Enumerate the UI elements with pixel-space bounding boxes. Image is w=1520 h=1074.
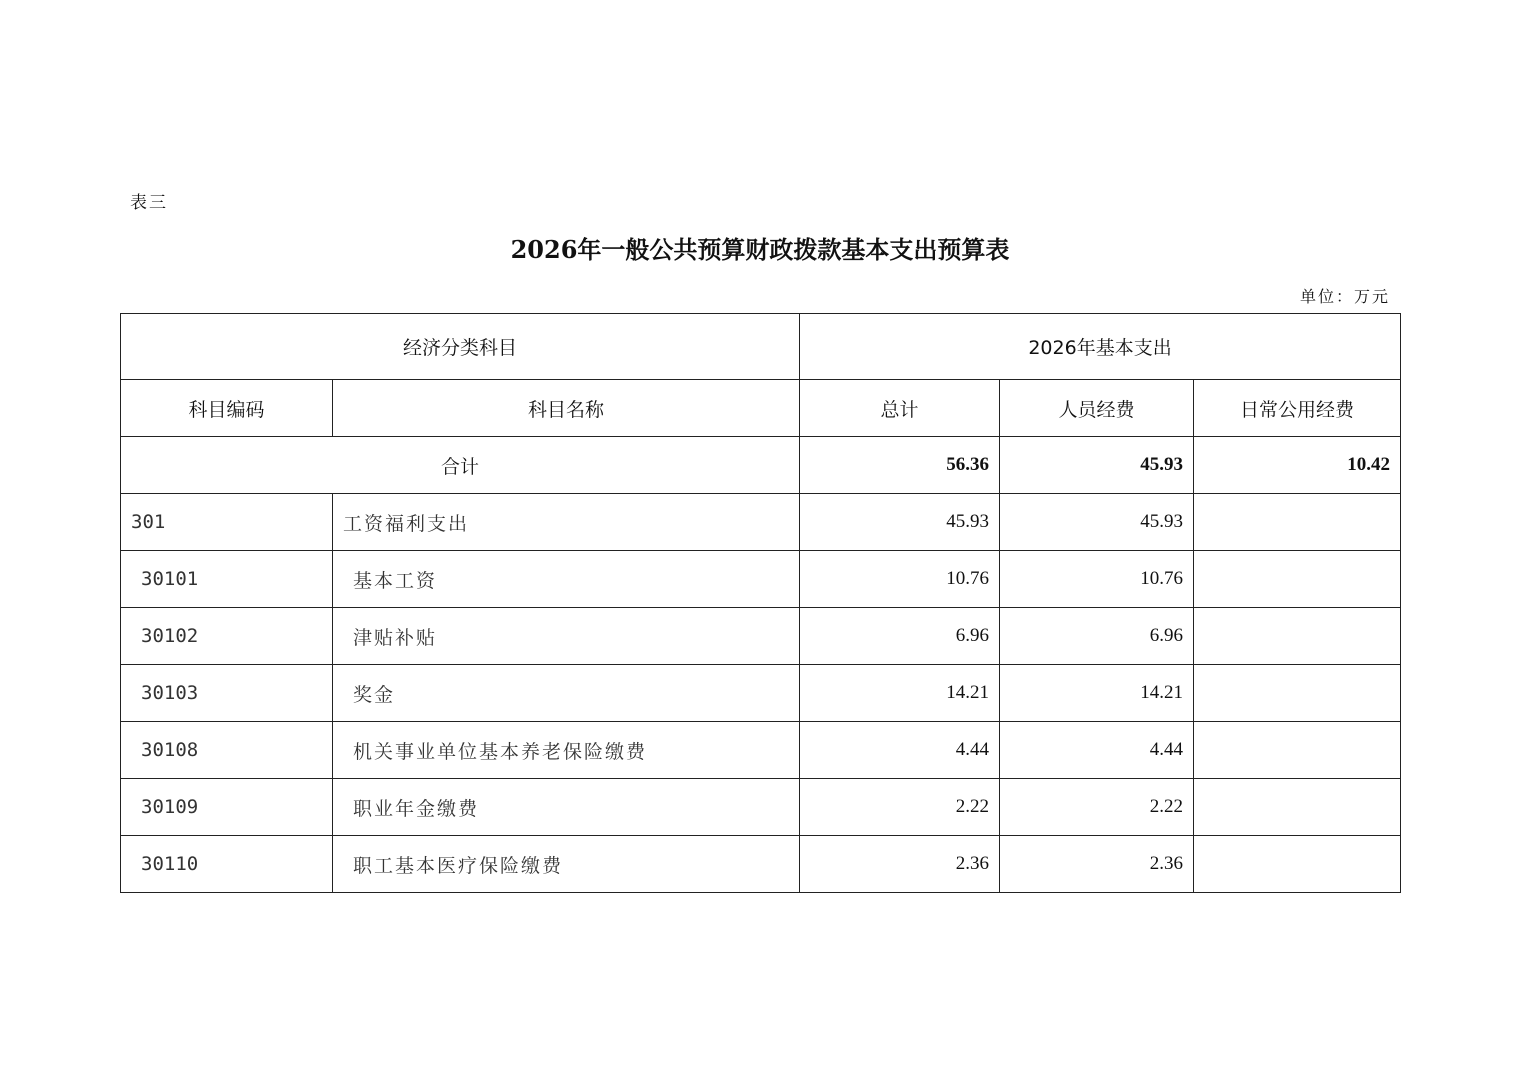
subject-code: 30102 xyxy=(121,608,333,665)
subject-name: 基本工资 xyxy=(333,551,800,608)
subject-code: 30103 xyxy=(121,665,333,722)
row-personnel: 45.93 xyxy=(1000,494,1194,551)
row-personnel: 6.96 xyxy=(1000,608,1194,665)
row-total: 2.36 xyxy=(800,836,1000,893)
header-subject-code: 科目编码 xyxy=(121,380,333,437)
subject-name: 机关事业单位基本养老保险缴费 xyxy=(333,722,800,779)
row-public xyxy=(1194,665,1401,722)
subject-name: 工资福利支出 xyxy=(333,494,800,551)
total-public: 10.42 xyxy=(1194,437,1401,494)
header-total: 总计 xyxy=(800,380,1000,437)
subject-code: 30101 xyxy=(121,551,333,608)
table-row xyxy=(121,665,1401,722)
subject-name: 职业年金缴费 xyxy=(333,779,800,836)
row-personnel: 4.44 xyxy=(1000,722,1194,779)
table-row xyxy=(121,551,1401,608)
table-label: 表三 xyxy=(130,193,168,213)
row-public xyxy=(1194,779,1401,836)
row-total: 2.22 xyxy=(800,779,1000,836)
header-row-group xyxy=(121,314,1401,380)
row-public xyxy=(1194,494,1401,551)
subject-name: 奖金 xyxy=(333,665,800,722)
header-basic-expenditure: 2026年基本支出 xyxy=(800,314,1401,380)
budget-table xyxy=(120,313,1401,893)
row-total: 45.93 xyxy=(800,494,1000,551)
header-row-columns xyxy=(121,380,1401,437)
header-public-cost: 日常公用经费 xyxy=(1194,380,1401,437)
subject-code: 30108 xyxy=(121,722,333,779)
row-personnel: 10.76 xyxy=(1000,551,1194,608)
table-row xyxy=(121,722,1401,779)
header-personnel-cost: 人员经费 xyxy=(1000,380,1194,437)
subject-code: 30110 xyxy=(121,836,333,893)
subject-name: 职工基本医疗保险缴费 xyxy=(333,836,800,893)
header-economic-category: 经济分类科目 xyxy=(121,314,800,380)
table-row xyxy=(121,608,1401,665)
unit-label: 单位：万元 xyxy=(1299,287,1390,306)
header-subject-name: 科目名称 xyxy=(333,380,800,437)
row-total: 10.76 xyxy=(800,551,1000,608)
subject-name: 津贴补贴 xyxy=(333,608,800,665)
subject-code: 301 xyxy=(121,494,333,551)
total-row xyxy=(121,437,1401,494)
table-row xyxy=(121,494,1401,551)
row-personnel: 14.21 xyxy=(1000,665,1194,722)
page-title: 2026年一般公共预算财政拨款基本支出预算表 xyxy=(510,235,1010,264)
row-total: 14.21 xyxy=(800,665,1000,722)
row-personnel: 2.22 xyxy=(1000,779,1194,836)
table-row xyxy=(121,779,1401,836)
subject-code: 30109 xyxy=(121,779,333,836)
table-row xyxy=(121,836,1401,893)
row-public xyxy=(1194,836,1401,893)
total-sum: 56.36 xyxy=(800,437,1000,494)
row-total: 4.44 xyxy=(800,722,1000,779)
row-personnel: 2.36 xyxy=(1000,836,1194,893)
budget-table-body xyxy=(121,314,1401,893)
row-public xyxy=(1194,608,1401,665)
row-public xyxy=(1194,722,1401,779)
total-label: 合计 xyxy=(121,437,800,494)
row-total: 6.96 xyxy=(800,608,1000,665)
row-public xyxy=(1194,551,1401,608)
total-personnel: 45.93 xyxy=(1000,437,1194,494)
